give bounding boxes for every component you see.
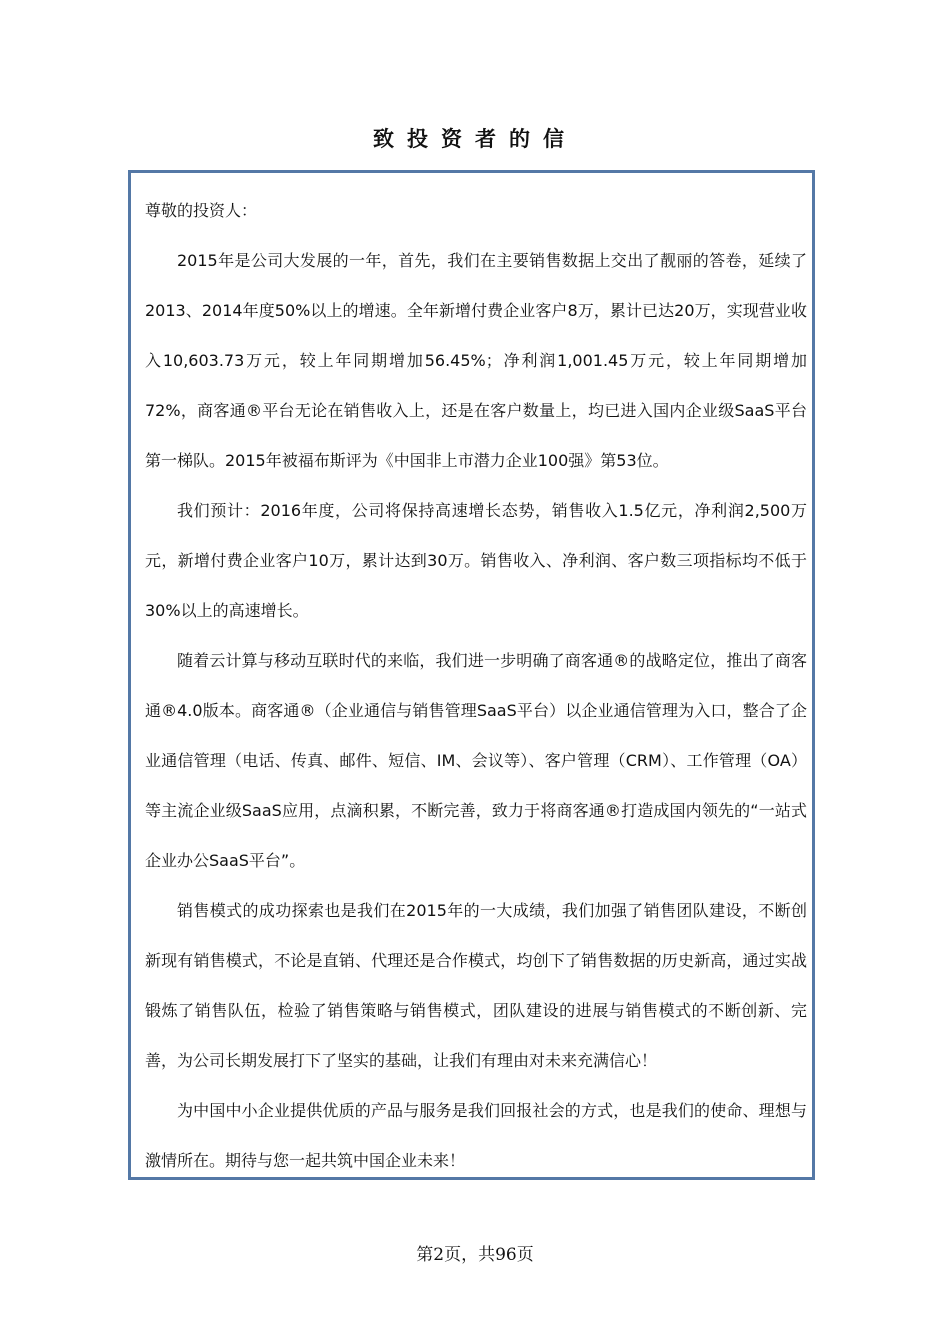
paragraph-1: 2015年是公司大发展的一年，首先，我们在主要销售数据上交出了靓丽的答卷，延续了2013、2014年度50%以上的增速。全年新增付费企业客户8万，累计已达20万，实现营业收入10,603.73万元，较上年同期增加56.45%；净利润1,001.45万元，较上年同期增加72%，商客通®平台无论在销售收入上，还是在客户数量上，均已进入国内企业级SaaS平台第一梯队。2015年被福布斯评为《中国非上市潜力企业100强》第53位。 xyxy=(145,251,807,470)
paragraph-5: 为中国中小企业提供优质的产品与服务是我们回报社会的方式，也是我们的使命、理想与激情所在。期待与您一起共筑中国企业未来！ xyxy=(145,1101,807,1170)
page-title: 致投资者的信 xyxy=(373,126,577,151)
page-number: 第2页，共96页 xyxy=(416,1245,534,1265)
paragraph-2: 我们预计：2016年度，公司将保持高速增长态势，销售收入1.5亿元，净利润2,500万元，新增付费企业客户10万，累计达到30万。销售收入、净利润、客户数三项指标均不低于30%以上的高速增长。 xyxy=(145,501,807,620)
salutation: 尊敬的投资人： xyxy=(145,201,258,220)
paragraph-3: 随着云计算与移动互联时代的来临，我们进一步明确了商客通®的战略定位，推出了商客通®4.0版本。商客通®（企业通信与销售管理SaaS平台）以企业通信管理为入口，整合了企业通信管理（电话、传真、邮件、短信、IM、会议等）、客户管理（CRM）、工作管理（OA）等主流企业级SaaS应用，点滴积累，不断完善，致力于将商客通®打造成国内领先的“一站式企业办公SaaS平台”。 xyxy=(145,651,807,870)
paragraph-4: 销售模式的成功探索也是我们在2015年的一大成绩，我们加强了销售团队建设，不断创新现有销售模式，不论是直销、代理还是合作模式，均创下了销售数据的历史新高，通过实战锻炼了销售队伍，检验了销售策略与销售模式，团队建设的进展与销售模式的不断创新、完善，为公司长期发展打下了坚实的基础，让我们有理由对未来充满信心！ xyxy=(145,901,807,1070)
letter-body xyxy=(145,186,807,1186)
letter-box xyxy=(128,170,815,1180)
